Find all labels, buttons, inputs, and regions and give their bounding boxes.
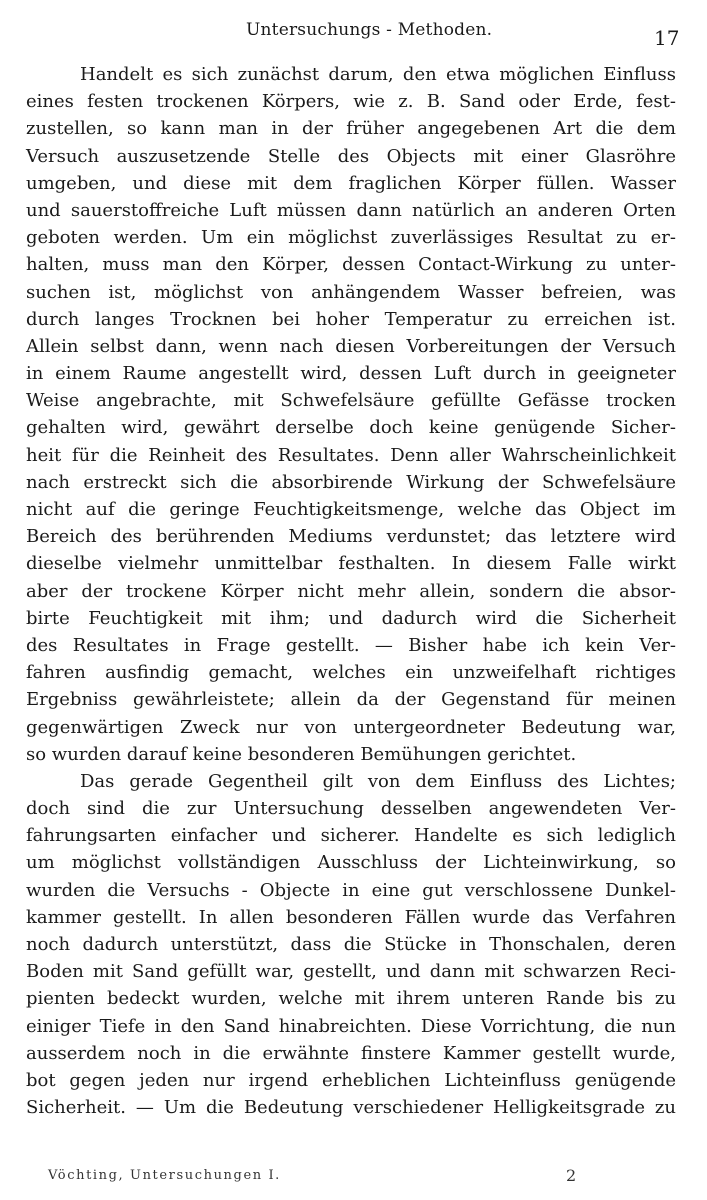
text-line: um möglichst vollständigen Ausschluss der Lichteinwirkung, so: [26, 852, 676, 874]
text-line: bot gegen jeden nur irgend erheblichen Lichteinfluss genügende: [26, 1069, 676, 1091]
text-line: des Resultates in Frage gestellt. — Bisher habe ich kein Ver-: [26, 634, 676, 656]
text-line: heit für die Reinheit des Resultates. Denn aller Wahrscheinlichkeit: [26, 444, 676, 466]
text-line: umgeben, und diese mit dem fraglichen Körper füllen. Wasser: [26, 172, 676, 194]
text-line: pienten bedeckt wurden, welche mit ihrem unteren Rande bis zu: [26, 988, 676, 1010]
text-line: fahren ausfindig gemacht, welches ein unzweifelhaft richtiges: [26, 662, 676, 684]
text-line: kammer gestellt. In allen besonderen Fällen wurde das Verfahren: [26, 906, 676, 928]
text-line: eines festen trockenen Körpers, wie z. B. Sand oder Erde, fest-: [26, 91, 676, 113]
text-line: doch sind die zur Untersuchung desselben angewendeten Ver-: [26, 798, 676, 820]
text-line: durch langes Trocknen bei hoher Temperatur zu erreichen ist.: [26, 308, 676, 330]
text-line: Ergebniss gewährleistete; allein da der Gegenstand für meinen: [26, 689, 676, 711]
text-line: Weise angebrachte, mit Schwefelsäure gefüllte Gefässe trocken: [26, 390, 676, 412]
text-line: Allein selbst dann, wenn nach diesen Vorbereitungen der Versuch: [26, 335, 676, 357]
text-line: Das gerade Gegentheil gilt von dem Einfluss des Lichtes;: [80, 770, 676, 792]
paragraph: [26, 61, 676, 768]
text-line: in einem Raume angestellt wird, dessen Luft durch in geeigneter: [26, 363, 676, 385]
text-line: noch dadurch unterstützt, dass die Stücke in Thonschalen, deren: [26, 934, 676, 955]
text-line: ausserdem noch in die erwähnte finstere Kammer gestellt wurde,: [26, 1042, 676, 1064]
text-line: einiger Tiefe in den Sand hinabreichten. Diese Vorrichtung, die nun: [26, 1015, 676, 1037]
text-line: nicht auf die geringe Feuchtigkeitsmenge, welche das Object im: [26, 499, 676, 520]
paragraph: [26, 768, 676, 1121]
text-line: halten, muss man den Körper, dessen Contact-Wirkung zu unter-: [26, 254, 676, 276]
text-line: zustellen, so kann man in der früher angegebenen Art die dem: [26, 118, 676, 140]
signature-line: Vöchting, Untersuchungen I.: [48, 1168, 281, 1183]
text-line: und sauerstoffreiche Luft müssen dann natürlich an anderen Orten: [26, 199, 676, 221]
text-line: Bereich des berührenden Mediums verdunstet; das letztere wird: [26, 526, 676, 548]
text-line: wurden die Versuchs - Objecte in eine gut verschlossene Dunkel-: [26, 879, 676, 901]
text-line: dieselbe vielmehr unmittelbar festhalten. In diesem Falle wirkt: [26, 553, 676, 575]
text-line: Versuch auszusetzende Stelle des Objects mit einer Glasröhre: [26, 145, 676, 167]
page-number: 17: [654, 26, 680, 50]
text-line: gehalten wird, gewährt derselbe doch keine genügende Sicher-: [26, 417, 676, 439]
text-line: gegenwärtigen Zweck nur von untergeordneter Bedeutung war,: [26, 716, 676, 738]
text-line: Sicherheit. — Um die Bedeutung verschiedener Helligkeitsgrade zu: [26, 1097, 676, 1119]
text-line: geboten werden. Um ein möglichst zuverlässiges Resultat zu er-: [26, 227, 676, 249]
text-line: suchen ist, möglichst von anhängendem Wasser befreien, was: [26, 281, 676, 303]
text-line: fahrungsarten einfacher und sicherer. Handelte es sich lediglich: [26, 825, 676, 847]
body-text: [26, 61, 676, 1121]
text-line: nach erstreckt sich die absorbirende Wirkung der Schwefelsäure: [26, 471, 676, 493]
text-line: birte Feuchtigkeit mit ihm; und dadurch wird die Sicherheit: [26, 607, 676, 629]
text-line: Handelt es sich zunächst darum, den etwa möglichen Einfluss: [80, 64, 676, 85]
running-title: Untersuchungs - Methoden.: [246, 20, 493, 40]
text-line: Boden mit Sand gefüllt war, gestellt, und dann mit schwarzen Reci-: [26, 961, 676, 983]
running-head: [0, 14, 707, 50]
text-line: aber der trockene Körper nicht mehr allein, sondern die absor-: [26, 580, 676, 602]
page-footer: [0, 1168, 707, 1192]
text-line: so wurden darauf keine besonderen Bemühungen gerichtet.: [26, 743, 577, 765]
sheet-number: 2: [566, 1166, 577, 1185]
